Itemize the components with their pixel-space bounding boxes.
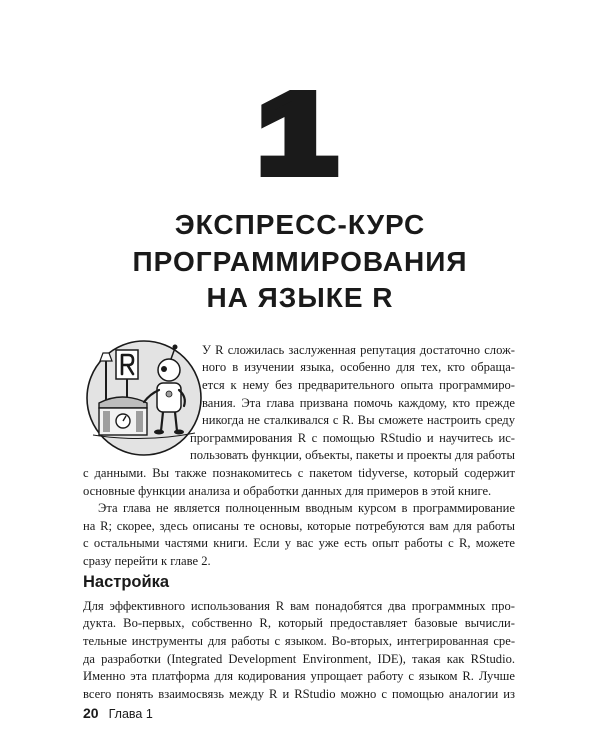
intro-paragraph-2 [83,500,515,570]
paragraph-line: с остальными частями книги. Если у вас уже есть опыт работы с R, можете [83,536,515,551]
paragraph-line: всего понять взаимосвязь между R и RStudio можно с помощью аналогии из [83,686,515,701]
chapter-number: 1 [258,71,336,196]
paragraph-line: Для эффективного использования R вам понадобятся два программных про- [83,598,515,613]
section-paragraph-1 [83,598,515,704]
paragraph-line: на R; скорее, здесь описаны те основы, которые потребуются вам для работы [83,518,515,533]
chapter-title-line: НА ЯЗЫКЕ R [206,282,394,313]
section-heading: Настройка [83,573,170,591]
paragraph-line: с данными. Вы также познакомитесь с пакетом tidyverse, который содержит [83,465,516,480]
paragraph-line: вания. Эта глава призвана помочь каждому, кто прежде [202,395,515,410]
paragraph-line: пользовать функции, объекты, пакеты и проекты для работы [190,448,516,463]
paragraph-line: никогда не сталкивался с R. Вы сможете настроить среду [202,413,515,428]
chapter-title-line: ПРОГРАММИРОВАНИЯ [132,245,468,277]
paragraph-line: Эта глава не является полноценным вводным курсом в программирование [98,501,515,516]
paragraph-line: основные функции анализа и обработки данных для примеров в этой книге. [83,483,492,498]
intro-paragraph-1 [83,342,515,500]
paragraph-line: ется к нему без предварительного опыта программиро- [202,377,515,392]
paragraph-line: сразу перейти к главе 2. [83,553,211,568]
paragraph-line: У R сложилась заслуженная репутация достаточно слож- [202,342,515,357]
paragraph-line: ного в изучении языка, особенно для тех, кто обраща- [202,360,516,375]
paragraph-line: да разработки (Integrated Development Environment, IDE), такая как RStudio. [83,651,516,666]
chapter-title [0,207,600,317]
paragraph-line: Именно эта платформа для кодирования упрощает работу с языком R. Лучше [83,669,515,684]
page-number: 20 [83,705,99,721]
page-footer [83,704,153,722]
paragraph-line: программирования R с помощью RStudio и научитесь ис- [190,430,515,445]
paragraph-line: тельные инструменты для работы с языком. Во-вторых, интегрированная сре- [83,633,516,648]
chapter-title-line: ЭКСПРЕСС-КУРС [174,209,426,240]
paragraph-line: дукта. Во-первых, собственно R, который предоставляет базовые вычисли- [83,616,515,631]
running-chapter-label: Глава 1 [108,707,153,721]
